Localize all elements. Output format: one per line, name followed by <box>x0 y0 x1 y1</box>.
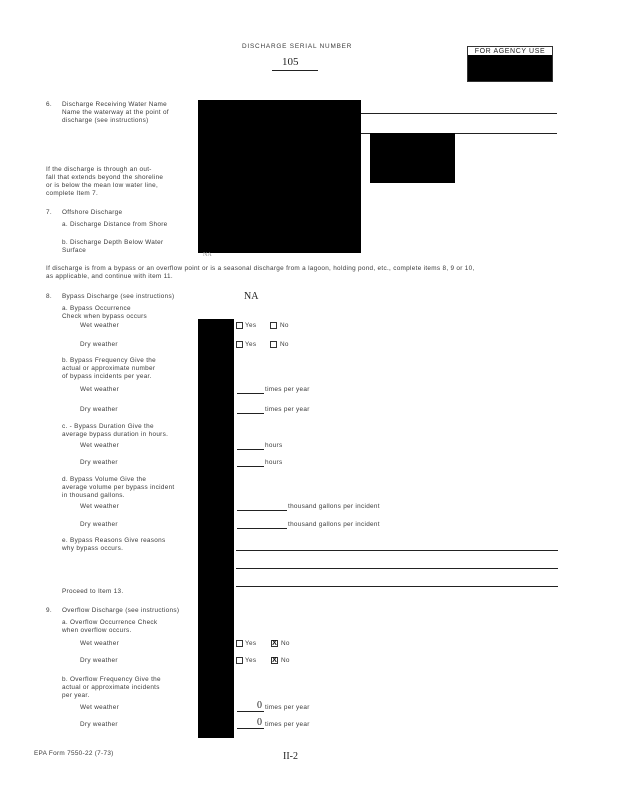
item8d-title: d. Bypass Volume Give the average volume per bypass incident in thousand gallons. <box>62 476 175 499</box>
item9-title: Overflow Discharge (see instructions) <box>62 607 180 614</box>
agency-use-box <box>467 46 553 82</box>
item8a-wet-yes-label: Yes <box>245 322 257 329</box>
item9a-wet-no-checkbox[interactable]: X <box>272 640 277 647</box>
item8a-dry-yes-label: Yes <box>245 341 257 348</box>
item6-outfall-note: If the discharge is through an out- fall that extends beyond the shoreline or is below the mean low water line, complete Item 7. <box>46 166 164 197</box>
item9b-wet-unit: times per year <box>265 704 310 711</box>
item8c-dry-label: Dry weather <box>80 459 118 466</box>
item9b-dry-field[interactable] <box>237 728 264 729</box>
item9a-dry-no-checkbox[interactable]: X <box>272 657 277 664</box>
item9a-dry-yes-label: Yes <box>245 657 257 664</box>
item9a-wet-yes-label: Yes <box>245 640 257 647</box>
item9b-title: b. Overflow Frequency Give the actual or approximate incidents per year. <box>62 676 161 699</box>
item9b-dry-value: 0 <box>257 717 262 728</box>
item8a-title: a. Bypass Occurrence Check when bypass occurs <box>62 305 147 320</box>
item8d-dry-field[interactable] <box>237 528 287 529</box>
item8-na-handwritten: NA <box>244 291 259 302</box>
item9a-wet-yes-checkbox[interactable] <box>236 640 243 647</box>
item8d-wet-unit: thousand gallons per incident <box>288 503 380 510</box>
item8a-dry-no-label: No <box>280 341 289 348</box>
item8d-wet-field[interactable] <box>237 510 287 511</box>
item7-na-stamp: NA <box>203 252 212 258</box>
item8d-wet-label: Wet weather <box>80 503 120 510</box>
serial-number-value: 105 <box>282 56 299 68</box>
item9a-dry-yes-checkbox[interactable] <box>236 657 243 664</box>
item6-answer-redaction <box>198 100 361 253</box>
item8-title: Bypass Discharge (see instructions) <box>62 293 175 300</box>
item8b-wet-unit: times per year <box>265 386 310 393</box>
item9a-dry-no-label: No <box>281 657 290 664</box>
item8-proceed-note: Proceed to Item 13. <box>62 588 124 595</box>
item8b-title: b. Bypass Frequency Give the actual or approximate number of bypass incidents per year. <box>62 357 157 380</box>
item9b-wet-value: 0 <box>257 700 262 711</box>
item9b-wet-field[interactable] <box>237 711 264 712</box>
item8b-dry-field[interactable] <box>237 413 264 414</box>
left-column-redaction <box>198 319 234 738</box>
item6-side-redaction <box>370 133 455 183</box>
item8b-wet-field[interactable] <box>237 393 264 394</box>
item8c-wet-unit: hours <box>265 442 283 449</box>
bypass-instruction-note: If discharge is from a bypass or an overflow point or is a seasonal discharge from a lagoon, holding pond, etc., complete items 8, 9 or 10, as applicable, and continue with item 11. <box>46 265 475 280</box>
item8b-wet-label: Wet weather <box>80 386 120 393</box>
item8a-wet-no-label: No <box>280 322 289 329</box>
item9a-dry-label: Dry weather <box>80 657 118 664</box>
item8c-wet-label: Wet weather <box>80 442 120 449</box>
item9a-title: a. Overflow Occurrence Check when overflow occurs. <box>62 619 158 634</box>
item8a-dry-label: Dry weather <box>80 341 118 348</box>
item7-title: Offshore Discharge <box>62 209 123 216</box>
agency-use-label: FOR AGENCY USE <box>474 48 546 55</box>
item8a-wet-yes-checkbox[interactable] <box>236 322 243 329</box>
item9a-wet-no-label: No <box>281 640 290 647</box>
item6-answer-line-1 <box>361 113 557 114</box>
item6-question: Discharge Receiving Water Name Name the waterway at the point of discharge (see instructions) <box>62 101 169 124</box>
serial-number-label: DISCHARGE SERIAL NUMBER <box>242 43 353 50</box>
agency-redaction <box>468 55 552 81</box>
item7-depth-label: b. Discharge Depth Below Water Surface <box>62 239 164 254</box>
item8b-dry-label: Dry weather <box>80 406 118 413</box>
item8e-reason-line-1[interactable] <box>236 550 558 551</box>
form-identifier: EPA Form 7550-22 (7-73) <box>34 750 114 757</box>
item9b-wet-label: Wet weather <box>80 704 120 711</box>
item7-number: 7. <box>46 209 52 216</box>
item8a-dry-yes-checkbox[interactable] <box>236 341 243 348</box>
item8c-wet-field[interactable] <box>237 449 264 450</box>
item6-number: 6. <box>46 101 52 108</box>
item8-number: 8. <box>46 293 52 300</box>
item9b-dry-unit: times per year <box>265 721 310 728</box>
item8a-wet-no-checkbox[interactable] <box>270 322 277 329</box>
serial-underline <box>272 70 318 71</box>
item8d-dry-unit: thousand gallons per incident <box>288 521 380 528</box>
item8e-reason-line-2[interactable] <box>236 568 558 569</box>
item8a-wet-label: Wet weather <box>80 322 120 329</box>
item9-number: 9. <box>46 607 52 614</box>
item9a-wet-label: Wet weather <box>80 640 120 647</box>
item8e-reason-line-3[interactable] <box>236 586 558 587</box>
item8c-dry-field[interactable] <box>237 466 264 467</box>
page-number: II-2 <box>283 751 298 762</box>
item9b-dry-label: Dry weather <box>80 721 118 728</box>
item8e-title: e. Bypass Reasons Give reasons why bypass occurs. <box>62 537 166 552</box>
item8b-dry-unit: times per year <box>265 406 310 413</box>
item8d-dry-label: Dry weather <box>80 521 118 528</box>
item7-distance-label: a. Discharge Distance from Shore <box>62 221 168 228</box>
item8c-title: c. - Bypass Duration Give the average bypass duration in hours. <box>62 423 169 438</box>
item8c-dry-unit: hours <box>265 459 283 466</box>
item8a-dry-no-checkbox[interactable] <box>270 341 277 348</box>
